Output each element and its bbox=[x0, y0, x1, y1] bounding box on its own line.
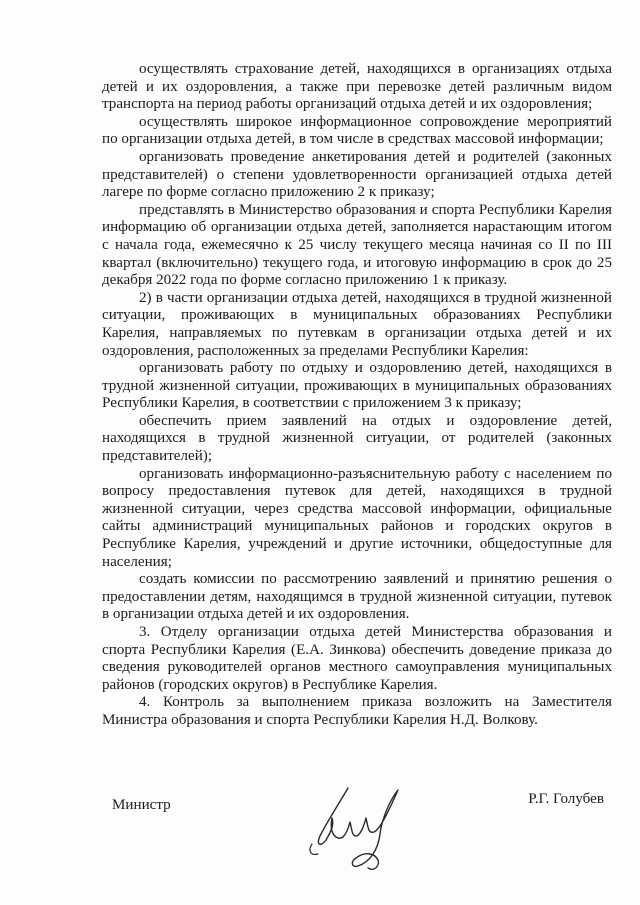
paragraph-organize-work: организовать работу по отдыху и оздоровлению детей, находящихся в трудной жизненной ситуации, проживающих в муниципальных образованиях Республики Карелия, в соответствии с приложением 3 к приказу; bbox=[102, 360, 612, 412]
paragraph-applications: обеспечить прием заявлений на отдых и оздоровление детей, находящихся в трудной жизненной ситуации, от родителей (законных представителей); bbox=[102, 412, 612, 465]
paragraph-outreach: организовать информационно-разъяснительную работу с населением по вопросу предоставления путевок для детей, находящихся в трудной жизненной ситуации, через средства массовой информации, официальные сайты администраций муниципальных районов и городских округов в Республике Карелия, учреждений и другие источники, общедоступные для населения; bbox=[102, 465, 612, 570]
paragraph-reporting: представлять в Министерство образования и спорта Республики Карелия информацию об организации отдыха детей, заполняется нарастающим итогом с начала года, ежемесячно к 25 числу текущего месяца начиная со II по III квартал (включительно) текущего года, и итоговую информацию в срок до 25 декабря 2022 года по форме согласно приложению 1 к приказу. bbox=[102, 201, 612, 289]
paragraph-commissions: создать комиссии по рассмотрению заявлений и принятию решения о предоставлении детям, находящимся в трудной жизненной ситуации, путевок в организации отдыха детей и их оздоровления. bbox=[102, 571, 612, 623]
paragraph-survey: организовать проведение анкетирования детей и родителей (законных представителей) о степени удовлетворенности организацией отдыха детей лагере по форме согласно приложению 2 к приказу; bbox=[102, 148, 612, 201]
paragraph-insurance: осуществлять страхование детей, находящихся в организациях отдыха детей и их оздоровления, а также при перевозке детей различным видом транспорта на период работы организаций отдыха детей и их оздоровления; bbox=[102, 61, 612, 113]
paragraph-item-4: 4. Контроль за выполнением приказа возложить на Заместителя Министра образования и спорта Республики Карелия Н.Д. Волкову. bbox=[102, 694, 612, 728]
signatory-title: Министр bbox=[112, 797, 171, 813]
document-body bbox=[102, 61, 612, 730]
signatory-name: Р.Г. Голубев bbox=[528, 791, 604, 807]
paragraph-item-2: 2) в части организации отдыха детей, находящихся в трудной жизненной ситуации, проживающих в муниципальных образованиях Республики Карелия, направляемых по путевкам в организации отдыха детей и их оздоровления, расположенных за пределами Республики Карелия: bbox=[102, 289, 612, 359]
paragraph-item-3: 3. Отделу организации отдыха детей Министерства образования и спорта Республики Карелия (Е.А. Зинкова) обеспечить доведение приказа до сведения руководителей органов местного самоуправления муниципальных районов (городских округов) в Республике Карелия. bbox=[102, 624, 612, 693]
paragraph-information-support: осуществлять широкое информационное сопровождение мероприятий по организации отдыха детей, в том числе в средствах массовой информации; bbox=[102, 113, 612, 148]
handwritten-signature bbox=[290, 778, 420, 878]
